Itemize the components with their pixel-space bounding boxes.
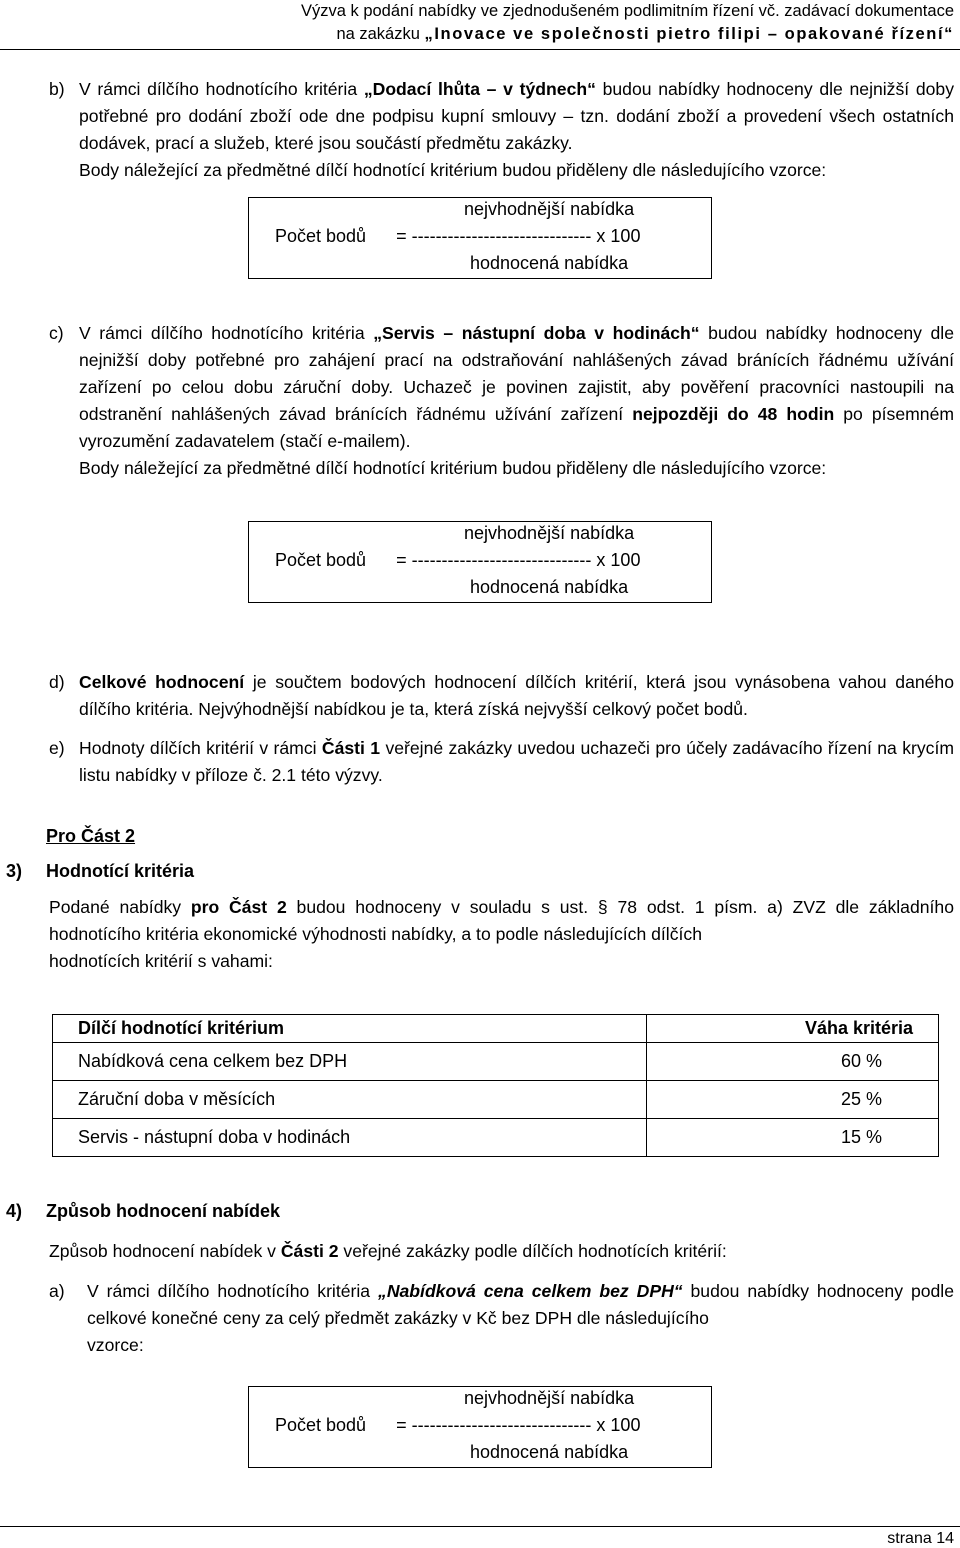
section-e-text: Hodnoty dílčích kritérií v rámci Části 1 veřejné zakázky uvedou uchazeči pro účely zadávacího řízení na krycím listu nabídky v příloze č. 2.1 této výzvy. [79, 738, 954, 785]
criterion-name: Záruční doba v měsících [53, 1081, 647, 1119]
heading-3-title: Hodnotící kritéria [46, 861, 195, 881]
heading-4-title: Způsob hodnocení nabídek [46, 1201, 280, 1221]
formula-numerator: nejvhodnější nabídka [464, 1388, 635, 1408]
criteria-table [52, 1014, 939, 1157]
section-d-label: d) [49, 672, 65, 692]
section-c-label: c) [49, 323, 64, 343]
section-c-text: V rámci dílčího hodnotícího kritéria „Servis – nástupní doba v hodinách“ budou nabídky hodnoceny dle nejnižší doby potřebné pro zahájení prací na odstraňování nahlášených závad bránících řádnému užívání zařízení po celou dobu záruční doby. Uchazeč je povinen zajistit, aby pověření pracovníci nastoupili na odstranění nahlášených závad bránících řádnému užívání zařízení nejpozději do 48 hodin po písemném vyrozumění zadavatelem (stačí e-mailem). Body náležející za předmětné dílčí hodnotící kritérium budou přiděleny dle následujícího vzorce: [79, 323, 955, 478]
header-line-1: Výzva k podání nabídky ve zjednodušeném podlimitním řízení vč. zadávací dokumentace [300, 2, 954, 20]
table-header-row [53, 1015, 939, 1043]
criterion-name: Servis - nástupní doba v hodinách [53, 1119, 647, 1157]
formula-denominator: hodnocená nabídka [470, 577, 629, 597]
evaluation-paragraph: Podané nabídky pro Část 2 budou hodnoceny v souladu s ust. § 78 odst. 1 písm. a) ZVZ dle základního hodnotícího kritéria ekonomické výhodnosti nabídky, a to podle následujících dílčích hodnotících kritérií s vahami: [49, 897, 954, 971]
page-header [301, 0, 954, 46]
page-number: strana 14 [887, 1530, 954, 1547]
header-project-title: „Inovace ve společnosti pietro filipi – opakované řízení“ [424, 25, 954, 43]
section-4a-text: V rámci dílčího hodnotícího kritéria „Nabídková cena celkem bez DPH“ budou nabídky hodnoceny podle celkové konečné ceny za celý předmět zakázky v Kč bez DPH dle následujícího vzorce: [87, 1281, 955, 1355]
section-4a-label: a) [49, 1281, 65, 1301]
criterion-weight: 15 % [646, 1119, 938, 1157]
criterion-weight: 25 % [646, 1081, 938, 1119]
heading-3-number: 3) [6, 861, 23, 881]
table-header-criterion: Dílčí hodnotící kritérium [53, 1015, 647, 1043]
criterion-name: Nabídková cena celkem bez DPH [53, 1043, 647, 1081]
section-d-text: Celkové hodnocení je součtem bodových hodnocení dílčích kritérií, která jsou vynásobena vahou daného dílčího kritéria. Nejvýhodnější nabídkou je ta, která získá nejvyšší celkový počet bodů. [79, 672, 955, 719]
criterion-weight: 60 % [646, 1043, 938, 1081]
heading-4-number: 4) [6, 1201, 23, 1221]
formula-equation: Počet bodů = ------------------------------ x 100 [275, 226, 641, 246]
score-formula-b [248, 197, 712, 279]
part-2-heading: Pro Část 2 [46, 826, 136, 846]
table-row [53, 1119, 939, 1157]
section-b-label: b) [49, 79, 65, 99]
score-formula-c [248, 521, 712, 603]
formula-equation: Počet bodů = ------------------------------ x 100 [275, 550, 641, 570]
formula-equation: Počet bodů = ------------------------------ x 100 [275, 1415, 641, 1435]
table-row [53, 1081, 939, 1119]
section-e-label: e) [49, 738, 65, 758]
formula-numerator: nejvhodnější nabídka [464, 199, 635, 219]
header-line-2: na zakázku „Inovace ve společnosti pietro filipi – opakované řízení“ [336, 25, 954, 43]
footer-divider [0, 1526, 960, 1527]
formula-denominator: hodnocená nabídka [470, 253, 629, 273]
table-header-weight: Váha kritéria [646, 1015, 938, 1043]
method-paragraph: Způsob hodnocení nabídek v Části 2 veřejné zakázky podle dílčích hodnotících kritérií: [49, 1241, 727, 1261]
header-divider [0, 49, 960, 50]
score-formula-4a [248, 1386, 712, 1468]
section-b-text: V rámci dílčího hodnotícího kritéria „Dodací lhůta – v týdnech“ budou nabídky hodnoceny dle nejnižší doby potřebné pro dodání zboží ode dne podpisu kupní smlouvy – tzn. dodání zboží a provedení všech ostatních dodávek, prací a služeb, které jsou součástí předmětu zakázky. Body náležející za předmětné dílčí hodnotící kritérium budou přiděleny dle následujícího vzorce: [79, 79, 955, 180]
formula-numerator: nejvhodnější nabídka [464, 523, 635, 543]
formula-denominator: hodnocená nabídka [470, 1442, 629, 1462]
table-row [53, 1043, 939, 1081]
